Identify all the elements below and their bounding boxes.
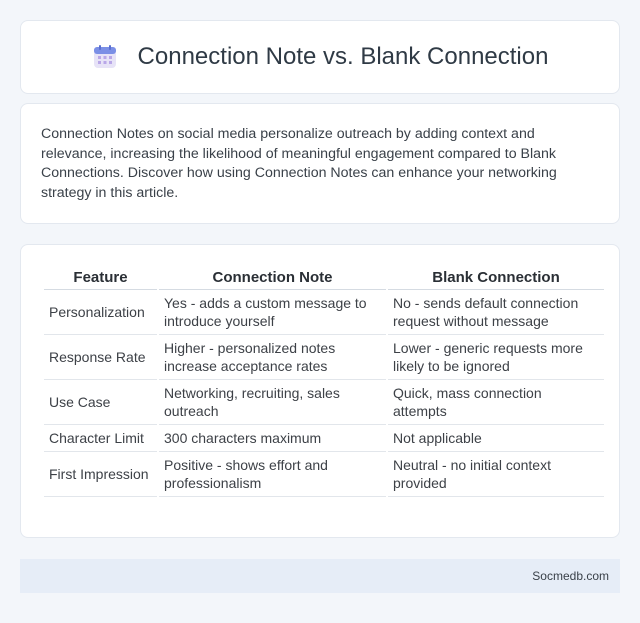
table-cell: Higher - personalized notes increase acceptance rates — [159, 335, 386, 380]
page-title: Connection Note vs. Blank Connection — [137, 43, 549, 70]
table-header-row — [44, 265, 604, 290]
table-cell: First Impression — [44, 452, 157, 497]
intro-text: Connection Notes on social media personalize outreach by adding context and relevance, increasing the likelihood of meaningful engagement compared to Blank Connections. Discover how using Connection Notes can enhance your networking strategy in this article. — [41, 126, 557, 201]
column-header: Connection Note — [159, 265, 386, 290]
table-cell: Neutral - no initial context provided — [388, 452, 604, 497]
column-header: Feature — [44, 265, 157, 290]
table-cell: Character Limit — [44, 425, 157, 452]
column-header: Blank Connection — [388, 265, 604, 290]
table-cell: Networking, recruiting, sales outreach — [159, 380, 386, 425]
table-cell: Personalization — [44, 290, 157, 335]
table-row — [44, 380, 604, 425]
table-cell: Response Rate — [44, 335, 157, 380]
table-cell: No - sends default connection request without message — [388, 290, 604, 335]
intro-card — [20, 103, 620, 224]
comparison-table — [42, 265, 606, 497]
table-row — [44, 290, 604, 335]
table-cell: Positive - shows effort and professionalism — [159, 452, 386, 497]
comparison-table-card — [20, 244, 620, 538]
table-row — [44, 452, 604, 497]
table-cell: Use Case — [44, 380, 157, 425]
table-cell: Yes - adds a custom message to introduce yourself — [159, 290, 386, 335]
table-row — [44, 425, 604, 452]
table-row — [44, 335, 604, 380]
table-cell: Not applicable — [388, 425, 604, 452]
calendar-icon — [92, 44, 118, 70]
table-cell: 300 characters maximum — [159, 425, 386, 452]
footer-site-link[interactable]: Socmedb.com — [532, 569, 609, 583]
table-cell: Lower - generic requests more likely to be ignored — [388, 335, 604, 380]
title-card — [20, 20, 620, 94]
table-cell: Quick, mass connection attempts — [388, 380, 604, 425]
footer — [20, 559, 620, 593]
